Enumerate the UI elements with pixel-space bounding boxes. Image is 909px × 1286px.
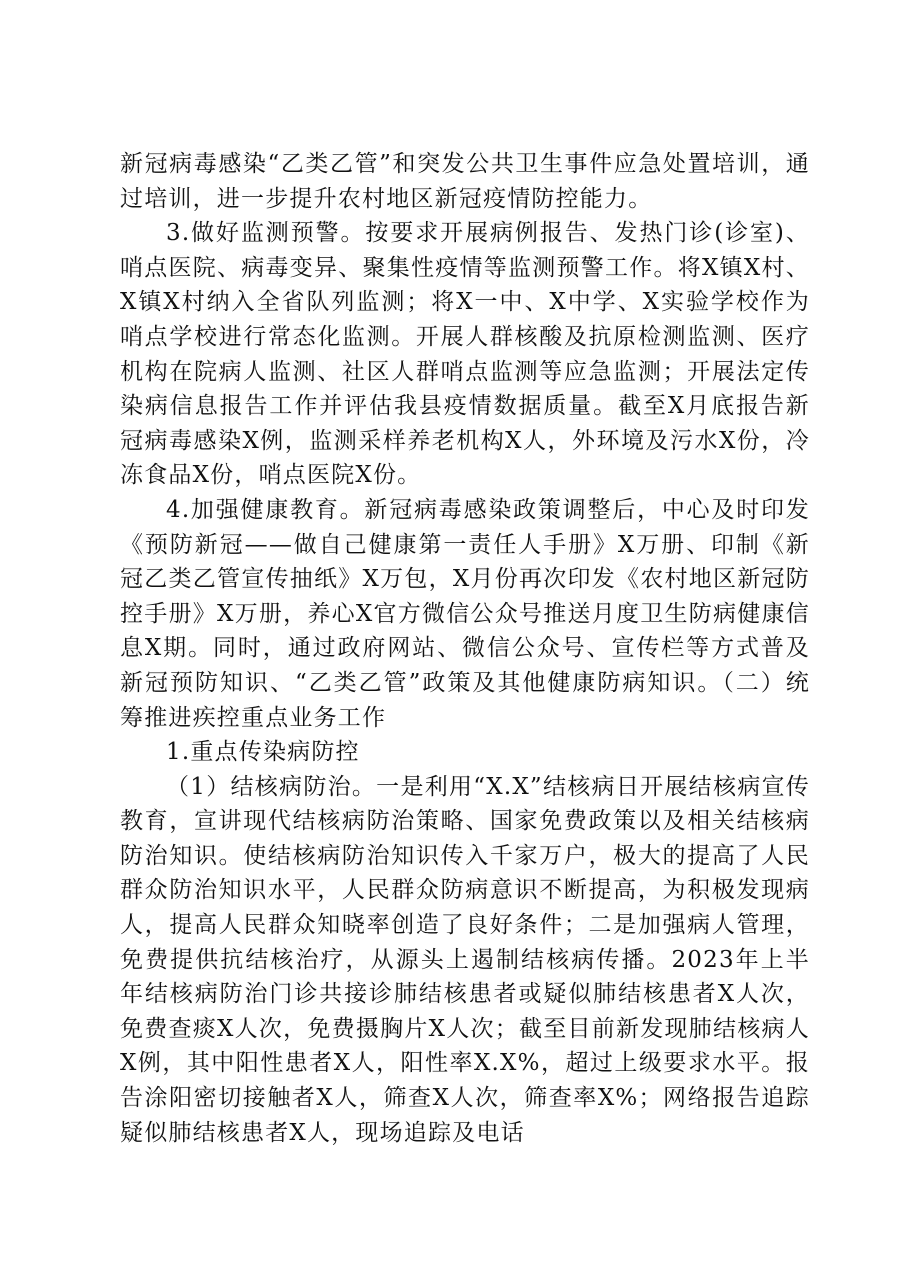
paragraph-key-disease-heading: 1.重点传染病防控 <box>166 739 360 766</box>
paragraph-health-education: 4.加强健康教育。新冠病毒感染政策调整后，中心及时印发《预防新冠——做自己健康第一责任人手册》X万册、印制《新冠乙类乙管宣传抽纸》X万包，X月份再次印发《农村地区新冠防控手册》X万册，养心X官方微信公众号推送月度卫生防病健康信息X期。同时，通过政府网站、微信公众号、宣传栏等方式普及新冠预防知识、“乙类乙管”政策及其他健康防病知识。（二）统筹推进疾控重点业务工作 <box>120 496 810 731</box>
paragraph-tuberculosis-control: （1）结核病防治。一是利用“X.X”结核病日开展结核病宣传教育，宣讲现代结核病防治策略、国家免费政策以及相关结核病防治知识。使结核病防治知识传入千家万户，极大的提高了人民群众防治知识水平，人民群众防病意识不断提高，为积极发现病人，提高人民群众知晓率创造了良好条件；二是加强病人管理，免费提供抗结核治疗，从源头上遏制结核病传播。2023年上半年结核病防治门诊共接诊肺结核患者或疑似肺结核患者X人次，免费查痰X人次，免费摄胸片X人次；截至目前新发现肺结核病人X例，其中阳性患者X人，阳性率X.X%，超过上级要求水平。报告涂阳密切接触者X人，筛查X人次，筛查率X%；网络报告追踪疑似肺结核患者X人，现场追踪及电话 <box>120 773 810 1146</box>
paragraph-training-summary: 新冠病毒感染“乙类乙管”和突发公共卫生事件应急处置培训，通过培训，进一步提升农村地区新冠疫情防控能力。 <box>120 151 810 212</box>
document-body <box>120 147 810 1150</box>
paragraph-monitoring-warning: 3.做好监测预警。按要求开展病例报告、发热门诊(诊室)、哨点医院、病毒变异、聚集性疫情等监测预警工作。将X镇X村、X镇X村纳入全省队列监测；将X一中、X中学、X实验学校作为哨点学校进行常态化监测。开展人群核酸及抗原检测监测、医疗机构在院病人监测、社区人群哨点监测等应急监测；开展法定传染病信息报告工作并评估我县疫情数据质量。截至X月底报告新冠病毒感染X例，监测采样养老机构X人，外环境及污水X份，冷冻食品X份，哨点医院X份。 <box>120 220 810 489</box>
